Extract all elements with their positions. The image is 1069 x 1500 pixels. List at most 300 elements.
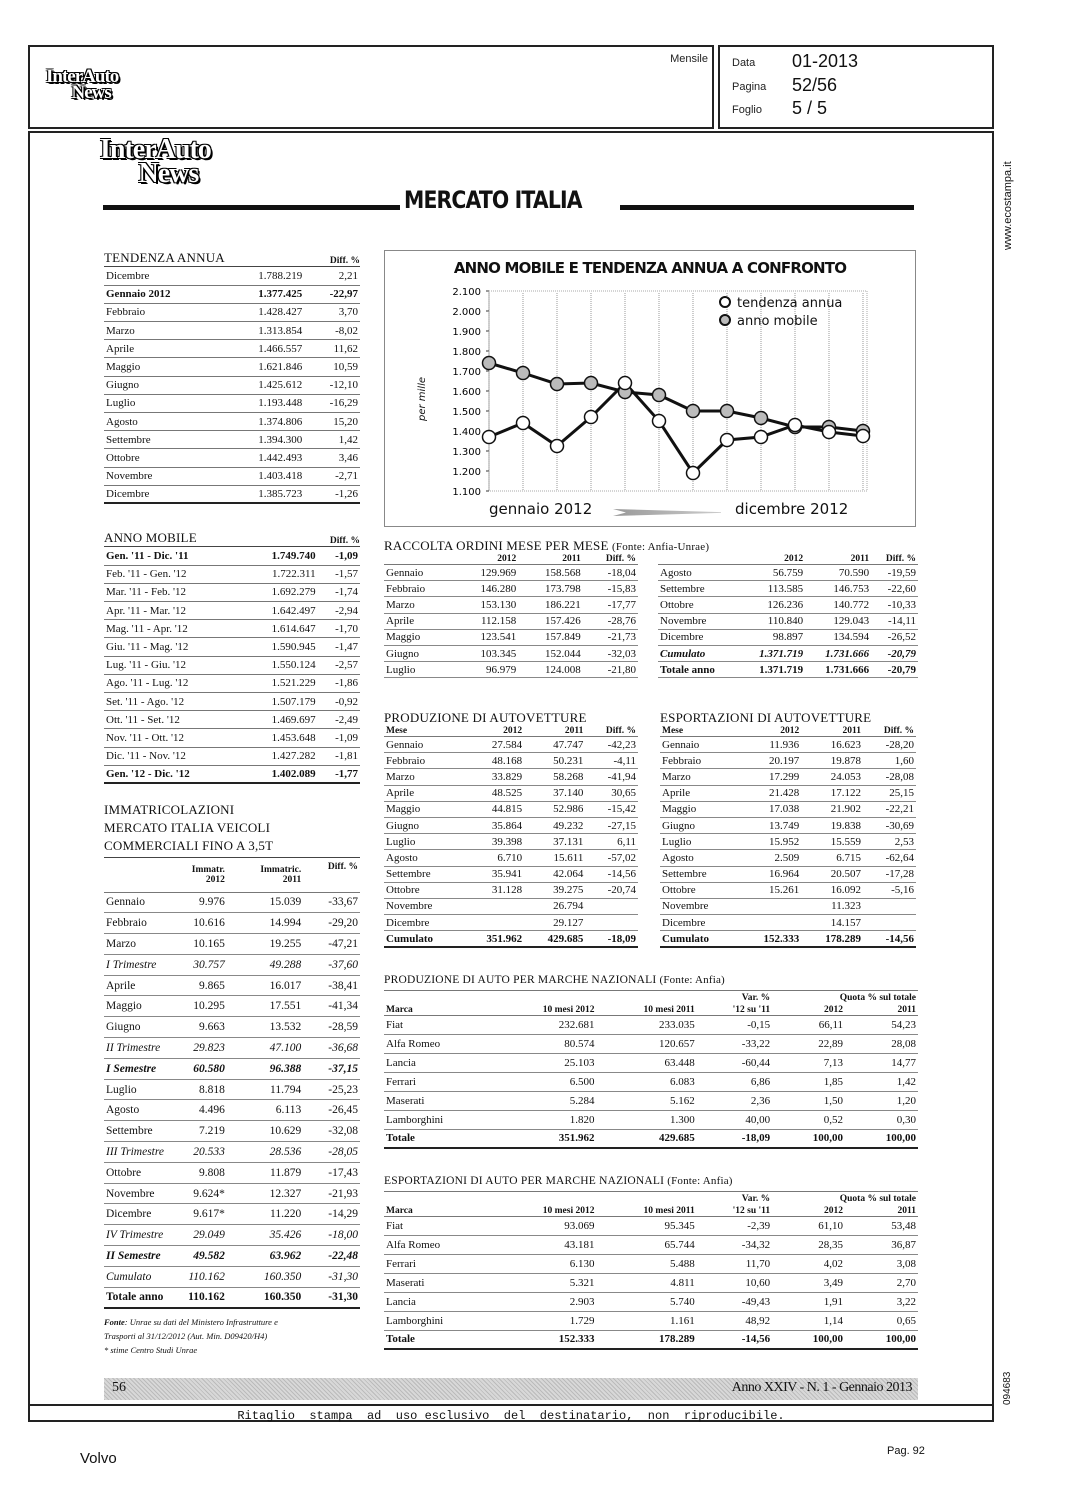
table-row (104, 303, 360, 321)
row-m2012: 43.181 (495, 1235, 596, 1254)
row-diff: 3,46 (304, 449, 360, 467)
row-diff: -31,30 (303, 1287, 360, 1308)
disclaimer-text: Ritaglio stampa ad uso esclusivo del destinatario, non riproducibile. (237, 1409, 785, 1423)
row-label: Nov. '11 - Ott. '12 (104, 729, 242, 747)
row-2011: 157.426 (518, 613, 582, 629)
row-label: Gen. '11 - Dic. '11 (104, 547, 242, 565)
table-row (104, 1017, 360, 1038)
table-row (658, 565, 918, 581)
table-row (384, 1015, 918, 1034)
data-value: 01-2013 (792, 51, 859, 71)
row-label: Novembre (104, 467, 222, 485)
row-2012: 96.979 (454, 662, 518, 678)
table-row (104, 656, 360, 674)
row-label: Aprile (104, 975, 166, 996)
foglio-value: 5 / 5 (792, 98, 828, 118)
row-marca: Maserati (384, 1091, 495, 1110)
row-2011: 140.772 (805, 597, 871, 613)
row-2011: 21.902 (801, 801, 863, 817)
table-row (384, 1129, 918, 1148)
y-tick-label: 2.100 (452, 287, 481, 298)
row-label: Agosto (384, 850, 463, 866)
row-2012: 110.162 (166, 1287, 227, 1308)
page-ref: Pag. 92 (887, 1445, 925, 1457)
table-row (104, 913, 360, 934)
row-label: Febbraio (104, 913, 166, 934)
row-label: Ottobre (660, 882, 739, 898)
row-label: Settembre (104, 1121, 166, 1142)
data-point (755, 412, 768, 425)
total-m2011: 178.289 (596, 1330, 696, 1349)
table-row (104, 1142, 360, 1163)
row-2012: 15.261 (739, 882, 801, 898)
row-label: Dicembre (384, 915, 463, 931)
row-diff (863, 898, 916, 914)
row-diff: -1,09 (318, 547, 360, 565)
table-row (660, 915, 916, 931)
immatricolazioni-title-2: MERCATO ITALIA VEICOLI (104, 820, 271, 835)
exp-marche-table: Var. % Quota % sul totale Marca 10 mesi 2012 10 mesi 2011 '12 su '11 2012 2011 Fiat 93.069 95.345 -2,39 61,10 53,48 Alfa Romeo 43.181 65.744 -34,32 28,35 36,87 Ferrari 6.130 5.488 11,70 4,02 3,08 Maserati 5.321 4.811 10,60 3,49 2,70 Lancia 2.903 5.740 -49,43 1,91 3,22 Lamborghini 1.729 1.161 48,92 1,14 0,65 Totale 152.333 178.289 -14,56 100,00 100,00 (384, 1191, 918, 1350)
row-diff: -14,11 (871, 613, 918, 629)
row-value: 1.453.648 (242, 729, 318, 747)
produzione-title: PRODUZIONE DI AUTOVETTURE (384, 710, 587, 725)
row-m2012: 6.500 (495, 1072, 596, 1091)
row-2012: 56.759 (739, 565, 805, 581)
row-diff: -18,04 (583, 565, 638, 581)
row-value: 1.394.300 (222, 431, 305, 449)
row-2012: 1.371.719 (739, 645, 805, 661)
row-2011: 20.507 (801, 866, 863, 882)
pagina-value: 52/56 (792, 75, 838, 95)
row-diff: -22,97 (304, 285, 360, 303)
row-diff: -22,60 (871, 581, 918, 597)
row-label: Totale anno (658, 662, 739, 678)
row-2012: 16.964 (739, 866, 801, 882)
tendenza-diff-header: Diff. % (329, 256, 360, 266)
foglio-label: Foglio (732, 104, 762, 116)
row-2011: 47.747 (524, 737, 585, 753)
row-value: 1.692.279 (242, 583, 318, 601)
data-point (585, 411, 598, 424)
chart-xlabel-right: dicembre 2012 (735, 500, 849, 518)
section-rule-left (103, 205, 400, 210)
table-row (384, 1273, 918, 1292)
source-bold: Fonte (104, 1316, 125, 1327)
table-row (104, 602, 360, 620)
source-text-2: Trasporti al 31/12/2012 (Aut. Min. D09420/H4) (104, 1330, 268, 1341)
table-row (658, 613, 918, 629)
row-2012: 2.509 (739, 850, 801, 866)
row-m2011: 6.083 (596, 1072, 696, 1091)
table-row (104, 413, 360, 431)
row-var: 40,00 (697, 1110, 772, 1129)
row-2011: 17.551 (227, 996, 303, 1017)
row-value: 1.193.448 (222, 394, 305, 412)
legend-tendenza: tendenza annua (719, 295, 842, 313)
row-2012: 8.818 (166, 1079, 227, 1100)
row-2012: 60.580 (166, 1058, 227, 1079)
table-row (104, 1100, 360, 1121)
row-q2011: 14,77 (845, 1053, 918, 1072)
table-row (384, 1292, 918, 1311)
row-2012: 48.168 (463, 753, 524, 769)
table-row (104, 1079, 360, 1100)
row-diff: -42,23 (585, 737, 638, 753)
row-diff: -1,57 (318, 565, 360, 583)
total-marca: Totale (384, 1129, 495, 1148)
row-2012: 33.829 (463, 769, 524, 785)
row-2011: 13.532 (227, 1017, 303, 1038)
row-2012: 9.624* (166, 1183, 227, 1204)
total-marca: Totale (384, 1330, 495, 1349)
row-2011: 37.140 (524, 785, 585, 801)
row-2011: 15.039 (227, 892, 303, 913)
table-row (104, 449, 360, 467)
row-q2011: 28,08 (845, 1034, 918, 1053)
immatricolazioni-source (104, 1315, 360, 1357)
row-diff: -62,64 (863, 850, 916, 866)
row-value: 1.442.493 (222, 449, 305, 467)
table-row (384, 629, 638, 645)
table-row (384, 850, 638, 866)
row-2012: 4.496 (166, 1100, 227, 1121)
table-row (104, 620, 360, 638)
row-m2012: 5.284 (495, 1091, 596, 1110)
data-point (789, 419, 802, 432)
esportazioni-section (660, 710, 916, 948)
row-label: Agosto (104, 413, 222, 431)
row-2012: 21.428 (739, 785, 801, 801)
row-label: Febbraio (384, 581, 454, 597)
row-diff: 3,70 (304, 303, 360, 321)
row-q2012: 3,49 (772, 1273, 845, 1292)
row-marca: Ferrari (384, 1072, 495, 1091)
row-2012: 1.371.719 (739, 662, 805, 678)
row-q2012: 1,85 (772, 1072, 845, 1091)
section-rule-right (620, 205, 914, 210)
row-var: -0,15 (697, 1015, 772, 1034)
row-label: Maggio (384, 629, 454, 645)
row-2011: 63.962 (227, 1246, 303, 1267)
row-2011: 47.100 (227, 1038, 303, 1059)
row-value: 1.427.282 (242, 747, 318, 765)
table-row (104, 729, 360, 747)
table-row (104, 1183, 360, 1204)
row-label: Giugno (104, 1017, 166, 1038)
row-q2011: 3,22 (845, 1292, 918, 1311)
row-2012: 7.219 (166, 1121, 227, 1142)
row-diff: 15,20 (304, 413, 360, 431)
row-value: 1.614.647 (242, 620, 318, 638)
table-row (660, 769, 916, 785)
row-m2012: 80.574 (495, 1034, 596, 1053)
row-m2012: 93.069 (495, 1216, 596, 1235)
row-q2011: 1,20 (845, 1091, 918, 1110)
data-point (551, 378, 564, 391)
total-q2012: 100,00 (772, 1330, 845, 1349)
table-row (658, 629, 918, 645)
row-diff: -18,00 (303, 1225, 360, 1246)
row-label: Settembre (104, 431, 222, 449)
table-row (104, 1162, 360, 1183)
table-row (384, 1254, 918, 1273)
article-logo-line1: InterAuto (100, 134, 211, 165)
row-2012: 110.840 (739, 613, 805, 629)
row-q2012: 66,11 (772, 1015, 845, 1034)
row-diff: -1,09 (318, 729, 360, 747)
tendenza-table (104, 267, 360, 504)
row-label: Luglio (104, 1079, 166, 1100)
section-title: MERCATO ITALIA (404, 186, 582, 214)
row-label: Agosto (660, 850, 739, 866)
row-label: Totale anno (104, 1287, 166, 1308)
anno-mobile-table (104, 547, 360, 784)
row-2011: 11.794 (227, 1079, 303, 1100)
row-diff: -25,23 (303, 1079, 360, 1100)
table-row (104, 1058, 360, 1079)
row-2011: 152.044 (518, 645, 582, 661)
page-number: 56 (112, 1380, 126, 1395)
source-text: : Unrae su dati del Ministero Infrastrutture e (124, 1316, 278, 1327)
row-diff (585, 915, 638, 931)
y-tick-label: 1.100 (452, 487, 481, 498)
row-label: Settembre (384, 866, 463, 882)
table-row (384, 1235, 918, 1254)
row-2012: 9.976 (166, 892, 227, 913)
row-diff: 10,59 (304, 358, 360, 376)
row-value: 1.507.179 (242, 693, 318, 711)
table-row (104, 1038, 360, 1059)
produzione-table: Mese 2012 2011 Diff. % Gennaio 27.584 47.747 -42,23 Febbraio 48.168 50.231 -4,11 Marzo 33.829 58.268 -41,94 Aprile 48.525 37.140 30,65 Maggio 44.815 52.986 -15,42 Giugno 35.864 49.232 -27,15 Luglio 39.398 37.131 6,11 Agosto 6.710 15.611 -57,02 Settembre 35.941 42.064 -14,56 Ottobre 31.128 39.275 -20,74 Novembre 26.794 Dicembre 29.127 Cumulato 351.962 429.685 -18,09 (384, 726, 638, 948)
legend-white-circle-icon (719, 296, 731, 308)
row-label: Maggio (660, 801, 739, 817)
row-marca: Alfa Romeo (384, 1034, 495, 1053)
row-diff: -28,08 (863, 769, 916, 785)
exp-marche-title: ESPORTAZIONI DI AUTO PER MARCHE NAZIONALI (Fonte: Anfia) (384, 1175, 733, 1187)
table-row (660, 850, 916, 866)
table-row (384, 613, 638, 629)
row-2012: 146.280 (454, 581, 518, 597)
row-diff: -2,71 (304, 467, 360, 485)
row-q2012: 4,02 (772, 1254, 845, 1273)
row-m2011: 4.811 (596, 1273, 696, 1292)
row-q2012: 1,50 (772, 1091, 845, 1110)
row-diff: -1,70 (318, 620, 360, 638)
row-label: Dicembre (660, 915, 739, 931)
row-label: Maggio (104, 358, 222, 376)
data-point (857, 430, 870, 443)
table-row (384, 898, 638, 914)
tendenza-annua-section (104, 250, 360, 504)
data-point (653, 389, 666, 402)
row-var: -60,44 (697, 1053, 772, 1072)
y-tick-label: 2.000 (452, 307, 481, 318)
total-m2012: 351.962 (495, 1129, 596, 1148)
table-row (104, 765, 360, 783)
anno-mobile-diff-header: Diff. % (329, 536, 360, 546)
table-row (104, 711, 360, 729)
table-row (104, 358, 360, 376)
row-label: Giugno (104, 376, 222, 394)
table-row (104, 996, 360, 1017)
row-diff: -33,67 (303, 892, 360, 913)
row-marca: Alfa Romeo (384, 1235, 495, 1254)
table-row (104, 747, 360, 765)
table-row (660, 801, 916, 817)
series-line (489, 363, 863, 431)
row-2012: 35.864 (463, 817, 524, 833)
table-row (384, 1311, 918, 1330)
table-row (104, 565, 360, 583)
row-value: 1.403.418 (222, 467, 305, 485)
table-row (104, 267, 360, 285)
immatricolazioni-section (104, 802, 360, 1357)
table-row (104, 1287, 360, 1308)
row-m2011: 5.740 (596, 1292, 696, 1311)
row-label: Dicembre (658, 629, 739, 645)
row-diff: -21,80 (583, 662, 638, 678)
header-info-box (718, 45, 994, 129)
legend-mobile: anno mobile (719, 313, 842, 331)
row-label: Febbraio (104, 303, 222, 321)
row-diff: -28,05 (303, 1142, 360, 1163)
row-value: 1.377.425 (222, 285, 305, 303)
row-label: Giugno (384, 817, 463, 833)
row-diff: 2,53 (863, 834, 916, 850)
code-text: 094683 (1002, 1371, 1013, 1405)
row-q2011: 0,65 (845, 1311, 918, 1330)
row-q2012: 61,10 (772, 1216, 845, 1235)
data-point (619, 377, 632, 390)
row-value: 1.466.557 (222, 340, 305, 358)
total-var: -18,09 (697, 1129, 772, 1148)
row-2011: 124.008 (518, 662, 582, 678)
row-label: Marzo (660, 769, 739, 785)
row-2012: 10.616 (166, 913, 227, 934)
row-value: 1.521.229 (242, 674, 318, 692)
data-point (721, 405, 734, 418)
y-tick-label: 1.900 (452, 327, 481, 338)
row-label: Novembre (384, 898, 463, 914)
row-label: Giu. '11 - Mag. '12 (104, 638, 242, 656)
row-2012 (739, 898, 801, 914)
footer-band (104, 1378, 918, 1400)
row-var: -2,39 (697, 1216, 772, 1235)
row-label: Giugno (384, 645, 454, 661)
row-diff: -21,93 (303, 1183, 360, 1204)
row-2011: 10.629 (227, 1121, 303, 1142)
row-value: 1.722.311 (242, 565, 318, 583)
row-2011: 28.536 (227, 1142, 303, 1163)
table-row (384, 581, 638, 597)
row-2012: 123.541 (454, 629, 518, 645)
row-label: Agosto (104, 1100, 166, 1121)
row-diff (863, 915, 916, 931)
y-tick-label: 1.400 (452, 427, 481, 438)
row-diff: -17,77 (583, 597, 638, 613)
row-label: Aprile (384, 613, 454, 629)
row-m2011: 95.345 (596, 1216, 696, 1235)
row-label: Maggio (384, 801, 463, 817)
table-row (104, 1204, 360, 1225)
row-2012: 29.049 (166, 1225, 227, 1246)
row-2011: 39.275 (524, 882, 585, 898)
row-value: 1.374.806 (222, 413, 305, 431)
row-diff: -47,21 (303, 934, 360, 955)
source-note: * stime Centro Studi Unrae (104, 1344, 198, 1355)
immatricolazioni-title-3: COMMERCIALI FINO A 3,5T (104, 838, 360, 858)
series-line (489, 383, 863, 473)
table-row (660, 931, 916, 947)
row-marca: Maserati (384, 1273, 495, 1292)
table-row (104, 954, 360, 975)
row-2012: 17.038 (739, 801, 801, 817)
row-label: II Trimestre (104, 1038, 166, 1059)
row-diff: 6,11 (585, 834, 638, 850)
frequency-label: Mensile (670, 53, 708, 65)
row-2011: 19.255 (227, 934, 303, 955)
row-2011: 1.731.666 (805, 645, 871, 661)
table-row (384, 1072, 918, 1091)
row-q2012: 7,13 (772, 1053, 845, 1072)
table-row (104, 322, 360, 340)
table-row (104, 547, 360, 565)
row-diff: 1,60 (863, 753, 916, 769)
row-marca: Fiat (384, 1216, 495, 1235)
row-diff: -37,15 (303, 1058, 360, 1079)
total-m2012: 152.333 (495, 1330, 596, 1349)
chart-box (384, 250, 916, 527)
row-2011: 42.064 (524, 866, 585, 882)
row-label: Lug. '11 - Giu. '12 (104, 656, 242, 674)
row-label: I Semestre (104, 1058, 166, 1079)
row-diff: -26,45 (303, 1100, 360, 1121)
row-2012: 103.345 (454, 645, 518, 661)
row-diff: -2,94 (318, 602, 360, 620)
table-row (384, 915, 638, 931)
row-diff: -22,48 (303, 1246, 360, 1267)
table-row (384, 866, 638, 882)
tendenza-title: TENDENZA ANNUA (104, 250, 225, 265)
logo-line2: News (71, 82, 111, 104)
data-point (551, 440, 564, 453)
row-diff: -57,02 (585, 850, 638, 866)
row-label: Gennaio (384, 737, 463, 753)
row-var: 2,36 (697, 1091, 772, 1110)
row-label: Ottobre (658, 597, 739, 613)
row-m2012: 232.681 (495, 1015, 596, 1034)
row-2011: 24.053 (801, 769, 863, 785)
chart-ylabel: per mille (417, 376, 428, 421)
row-2012: 20.533 (166, 1142, 227, 1163)
table-row (660, 785, 916, 801)
row-value: 1.621.846 (222, 358, 305, 376)
data-point (687, 405, 700, 418)
row-diff: -17,28 (863, 866, 916, 882)
row-diff: -16,29 (304, 394, 360, 412)
row-label: Aprile (660, 785, 739, 801)
row-2011: 14.994 (227, 913, 303, 934)
row-diff: -19,59 (871, 565, 918, 581)
total-diff: -18,09 (585, 931, 638, 947)
table-row (658, 581, 918, 597)
row-2011: 29.127 (524, 915, 585, 931)
row-q2011: 53,48 (845, 1216, 918, 1235)
row-diff: -29,20 (303, 913, 360, 934)
y-tick-label: 1.800 (452, 347, 481, 358)
data-point (585, 377, 598, 390)
prod-marche-section (384, 974, 918, 1149)
